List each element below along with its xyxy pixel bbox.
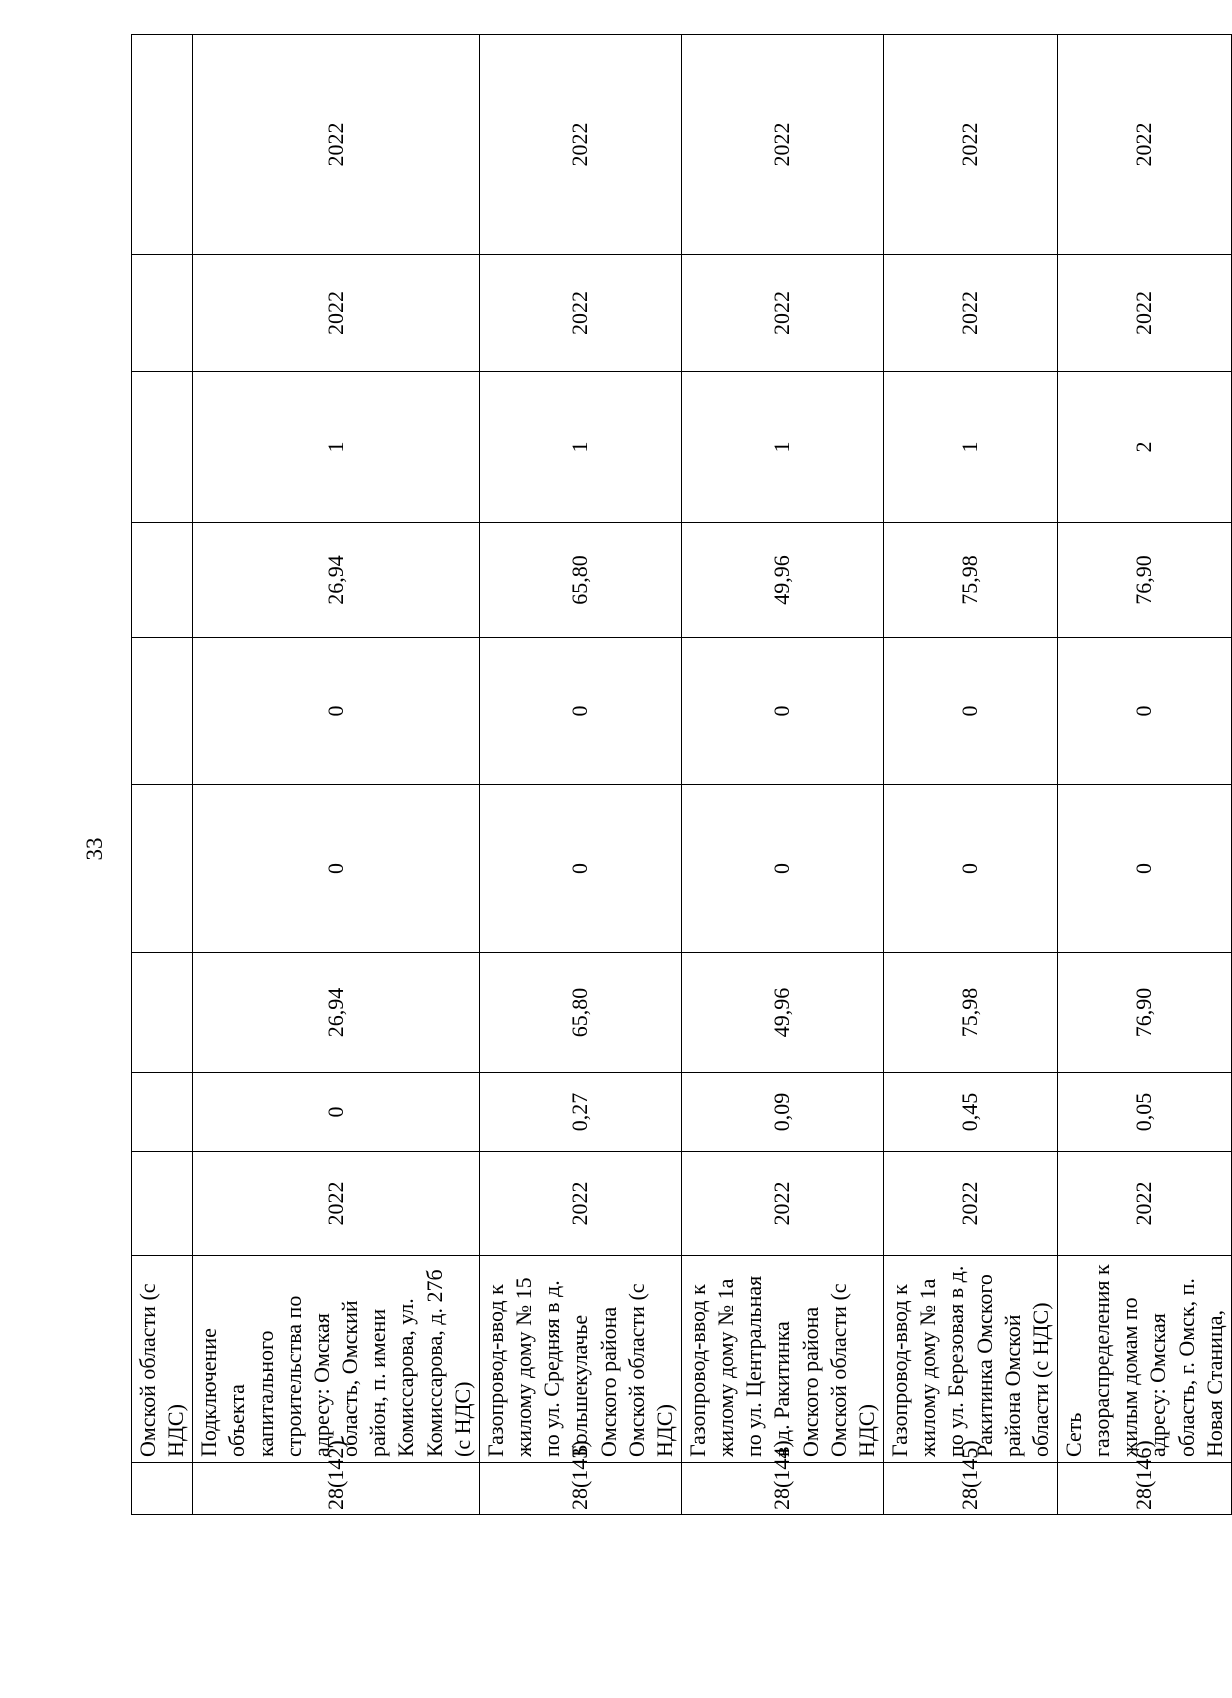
cell-year: 2022	[479, 1152, 681, 1256]
page-number: 33	[82, 837, 107, 861]
cell-c10: 2022	[681, 255, 883, 372]
cell-c6: 0	[884, 785, 1058, 953]
cell-c7: 0	[884, 638, 1058, 785]
cell-c8: 65,80	[479, 523, 681, 638]
cell-year: 2022	[193, 1152, 480, 1256]
table-row	[681, 35, 883, 1515]
cell-c5: 76,90	[1058, 953, 1232, 1073]
cell-c9: 1	[479, 372, 681, 523]
cell-c6: 0	[681, 785, 883, 953]
table-row	[193, 35, 480, 1515]
cell-description: Газопровод-ввод к жилому дому № 15 по ул. Средняя в д. Большекулачье Омского района Омской области (с НДС)	[479, 1256, 681, 1463]
cell-id: 28(145)	[884, 1463, 1058, 1515]
cell-c8: 49,96	[681, 523, 883, 638]
cell-c4: 0,45	[884, 1073, 1058, 1152]
cell-year	[132, 1152, 193, 1256]
investment-program-table	[131, 34, 1232, 1515]
cell-c5: 26,94	[193, 953, 480, 1073]
cell-c10: 2022	[1058, 255, 1232, 372]
cell-c6: 0	[1058, 785, 1232, 953]
cell-c11	[132, 35, 193, 255]
cell-id: 28(142)	[193, 1463, 480, 1515]
table-row	[1058, 35, 1232, 1515]
cell-c7: 0	[479, 638, 681, 785]
cell-id: 28(143)	[479, 1463, 681, 1515]
cell-id	[132, 1463, 193, 1515]
cell-c7: 0	[193, 638, 480, 785]
cell-c11: 2022	[479, 35, 681, 255]
cell-description: Омской области (с НДС)	[132, 1256, 193, 1463]
cell-c10: 2022	[479, 255, 681, 372]
cell-description: Газопровод-ввод к жилому дому № 1а по ул. Центральная в д. Ракитинка Омского района Омской области (с НДС)	[681, 1256, 883, 1463]
cell-c7: 0	[1058, 638, 1232, 785]
cell-c4	[132, 1073, 193, 1152]
cell-c5: 65,80	[479, 953, 681, 1073]
cell-year: 2022	[681, 1152, 883, 1256]
cell-c5: 75,98	[884, 953, 1058, 1073]
rotated-table-container	[131, 35, 1227, 1515]
cell-description: Подключение объекта капитального строительства по адресу: Омская область, Омский район, п. имени Комиссарова, ул. Комиссарова, д. 27б (с НДС)	[193, 1256, 480, 1463]
cell-description: Сеть газораспределения к жилым домам по адресу: Омская область, г. Омск, п. Новая Станица,	[1058, 1256, 1232, 1463]
cell-c6	[132, 785, 193, 953]
cell-c10: 2022	[193, 255, 480, 372]
cell-c10: 2022	[884, 255, 1058, 372]
cell-year: 2022	[1058, 1152, 1232, 1256]
cell-c5	[132, 953, 193, 1073]
cell-c6: 0	[193, 785, 480, 953]
cell-c4: 0,09	[681, 1073, 883, 1152]
cell-c4: 0,27	[479, 1073, 681, 1152]
cell-c9	[132, 372, 193, 523]
cell-c7: 0	[681, 638, 883, 785]
table-row-continuation	[132, 35, 193, 1515]
cell-id: 28(146)	[1058, 1463, 1232, 1515]
cell-year: 2022	[884, 1152, 1058, 1256]
cell-c4: 0,05	[1058, 1073, 1232, 1152]
cell-c9: 1	[681, 372, 883, 523]
table-row	[884, 35, 1058, 1515]
cell-c9: 1	[884, 372, 1058, 523]
cell-c5: 49,96	[681, 953, 883, 1073]
document-table-wrapper	[131, 35, 1227, 1515]
cell-id: 28(144)	[681, 1463, 883, 1515]
cell-description: Газопровод-ввод к жилому дому № 1а по ул. Березовая в д. Ракитинка Омского района Омской области (с НДС)	[884, 1256, 1058, 1463]
cell-c9: 2	[1058, 372, 1232, 523]
table-row	[479, 35, 681, 1515]
cell-c8: 26,94	[193, 523, 480, 638]
cell-c11: 2022	[1058, 35, 1232, 255]
cell-c8: 76,90	[1058, 523, 1232, 638]
cell-c6: 0	[479, 785, 681, 953]
cell-c10	[132, 255, 193, 372]
cell-c4: 0	[193, 1073, 480, 1152]
cell-c7	[132, 638, 193, 785]
cell-c11: 2022	[884, 35, 1058, 255]
cell-c11: 2022	[681, 35, 883, 255]
cell-c8: 75,98	[884, 523, 1058, 638]
cell-c9: 1	[193, 372, 480, 523]
cell-c11: 2022	[193, 35, 480, 255]
cell-c8	[132, 523, 193, 638]
